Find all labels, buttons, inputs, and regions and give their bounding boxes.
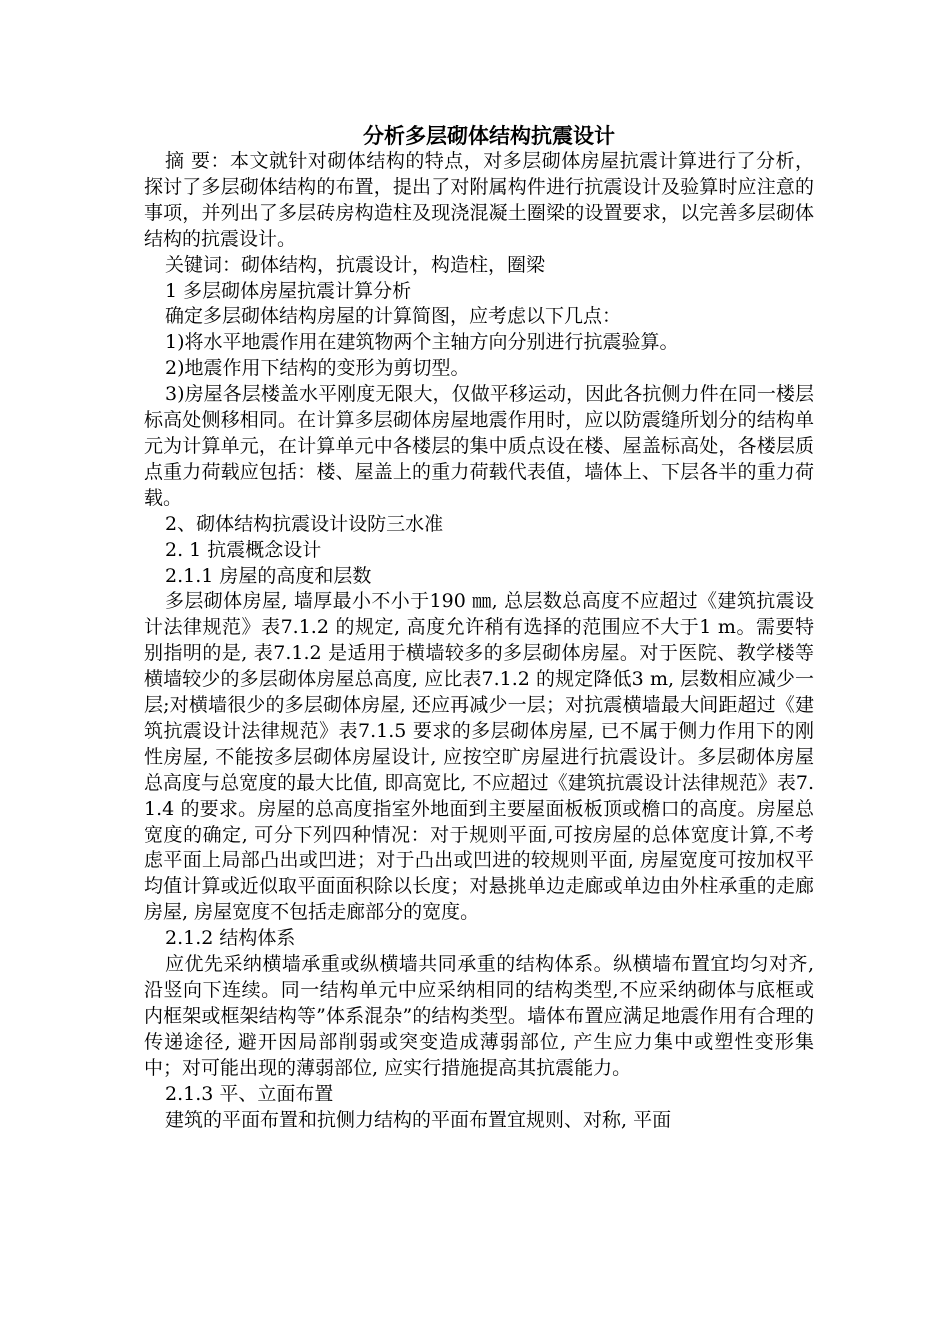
document-title: 分析多层砌体结构抗震设计 <box>363 124 615 148</box>
body-paragraph: 应优先采纳横墙承重或纵横墙共同承重的结构体系。纵横墙布置宜均匀对齐, 沿竖向下连续。同一结构单元中应采纳相同的结构类型,不应采纳砌体与底框或内框架或框架结构等”体系混杂”的结构类型。墙体布置应满足地震作用有合理的传递途径, 避开因局部削弱或突变造成薄弱部位, 产生应力集中或塑性变形集中；对可能出现的薄弱部位, 应实行措施提高其抗震能力。 <box>144 953 814 1079</box>
list-item-1: 1)将水平地震作用在建筑物两个主轴方向分别进行抗震验算。 <box>165 331 679 354</box>
subsection-heading-2-1-1: 2.1.1 房屋的高度和层数 <box>165 564 372 587</box>
section-heading-2: 2、砌体结构抗震设计设防三水准 <box>165 512 444 535</box>
subsection-heading-2-1: 2. 1 抗震概念设计 <box>165 538 322 561</box>
abstract-paragraph: 摘 要：本文就针对砌体结构的特点，对多层砌体房屋抗震计算进行了分析，探讨了多层砌体结构的布置，提出了对附属构件进行抗震设计及验算时应注意的事项，并列出了多层砖房构造柱及现浇混凝土圈梁的设置要求，以完善多层砌体结构的抗震设计。 <box>144 150 814 250</box>
list-item-2: 2)地震作用下结构的变形为剪切型。 <box>165 357 470 380</box>
list-item-3: 3)房屋各层楼盖水平刚度无限大，仅做平移运动，因此各抗侧力件在同一楼层标高处侧移相同。在计算多层砌体房屋地震作用时，应以防震缝所划分的结构单元为计算单元，在计算单元中各楼层的集中质点设在楼、屋盖标高处，各楼层质点重力荷载应包括：楼、屋盖上的重力荷载代表值，墙体上、下层各半的重力荷载。 <box>144 383 814 509</box>
subsection-heading-2-1-2: 2.1.2 结构体系 <box>165 927 296 950</box>
body-paragraph: 多层砌体房屋, 墙厚最小不小于190 ㎜, 总层数总高度不应超过《建筑抗震设计法律规范》表7.1.2 的规定, 高度允许稍有选择的范围应不大于1 m。需要特别指明的是, 表7.1.2 是适用于横墙较多的多层砌体房屋。对于医院、教学楼等横墙较少的多层砌体房屋总高度, 应比表7.1.2 的规定降低3 m, 层数相应减少一层;对横墙很少的多层砌体房屋, 还应再减少一层；对抗震横墙最大间距超过《建筑抗震设计法律规范》表7.1.5 要求的多层砌体房屋, 已不属于侧力作用下的刚性房屋, 不能按多层砌体房屋设计, 应按空旷房屋进行抗震设计。多层砌体房屋总高度与总宽度的最大比值, 即高宽比, 不应超过《建筑抗震设计法律规范》表7.1.4 的要求。房屋的总高度指室外地面到主要屋面板板顶或檐口的高度。房屋总宽度的确定, 可分下列四种情况：对于规则平面,可按房屋的总体宽度计算,不考虑平面上局部凸出或凹进；对于凸出或凹进的较规则平面, 房屋宽度可按加权平均值计算或近似取平面面积除以长度；对悬挑单边走廊或单边由外柱承重的走廊房屋, 房屋宽度不包括走廊部分的宽度。 <box>144 590 814 924</box>
keywords-paragraph: 关键词：砌体结构，抗震设计，构造柱，圈梁 <box>165 253 546 276</box>
body-paragraph: 建筑的平面布置和抗侧力结构的平面布置宜规则、对称, 平面 <box>165 1108 672 1131</box>
section-heading-1: 1 多层砌体房屋抗震计算分析 <box>165 279 412 302</box>
subsection-heading-2-1-3: 2.1.3 平、立面布置 <box>165 1082 334 1105</box>
body-paragraph: 确定多层砌体结构房屋的计算简图，应考虑以下几点： <box>165 305 622 328</box>
document-page <box>144 123 814 1133</box>
